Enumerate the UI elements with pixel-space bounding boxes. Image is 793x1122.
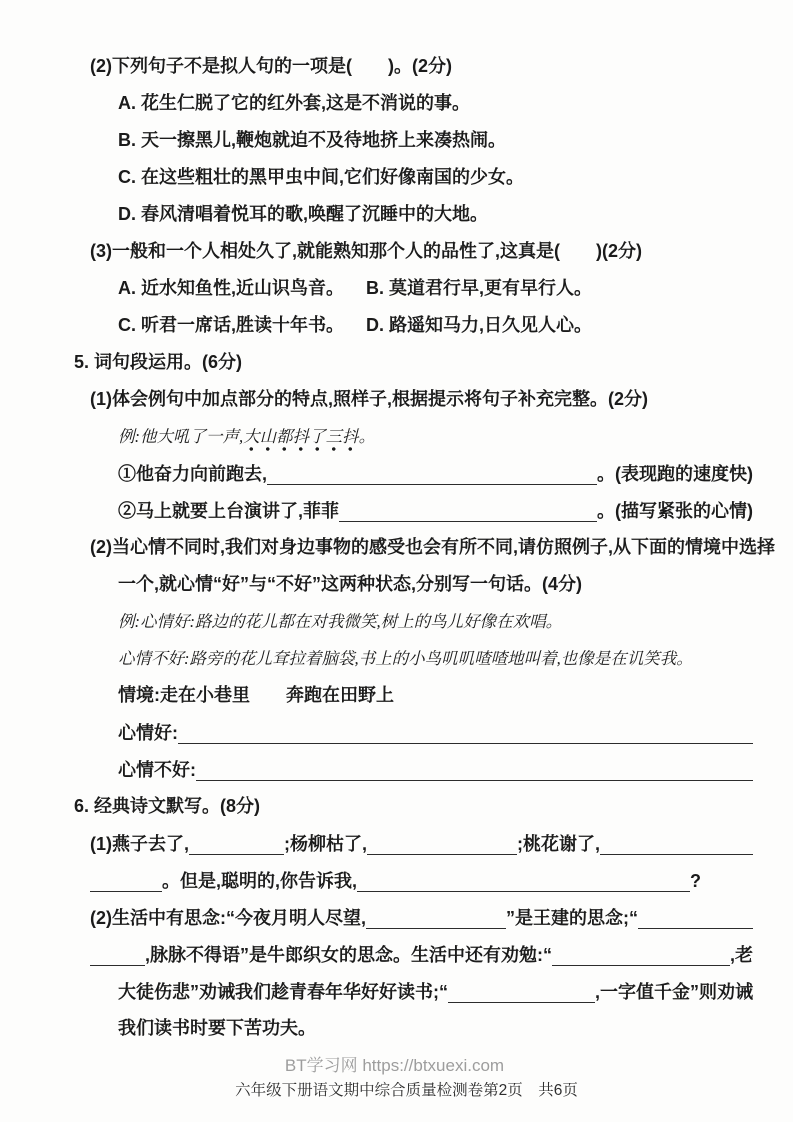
- q5-1-stem-text: (1)体会例句中加点部分的特点,照样子,根据提示将句子补充完整。(2分): [90, 389, 648, 409]
- q5-2-answer-bad: [60, 751, 753, 788]
- q6-2-seg-1: (2)生活中有思念:“今夜月明人尽望,: [90, 908, 366, 928]
- q5-1-fill-1-prefix: ①他奋力向前跑去,: [118, 464, 268, 484]
- q6-2-line-3: [60, 973, 753, 1010]
- q5-2-scenarios-text: 情境:走在小巷里 奔跑在田野上: [118, 685, 394, 705]
- q2-option-d: [60, 196, 753, 233]
- q5-1-example-dotted-text: 大山都抖了三抖: [243, 427, 359, 451]
- q3-option-c-text: C. 听君一席话,胜读十年书。: [118, 315, 345, 335]
- q3-option-b-text: B. 莫道君行早,更有早行人。: [366, 278, 593, 298]
- q6-2-seg-3: ,脉脉不得语”是牛郎织女的思念。生活中还有劝勉:“: [145, 945, 552, 965]
- q5-1-example-period: 。: [358, 427, 376, 446]
- q5-2-good-label: 心情好:: [118, 723, 178, 743]
- q5-2-stem-line-2-text: 一个,就心情“好”与“不好”这两种状态,分别写一句话。(4分): [118, 574, 582, 594]
- q5-1-fill-1-hint: 。(表现跑的速度快): [597, 464, 753, 484]
- answer-blank: [90, 939, 145, 966]
- q3-stem-text: (3)一般和一个人相处久了,就能熟知那个人的品性了,这真是( )(2分): [90, 241, 642, 261]
- q5-2-stem-line-1-text: (2)当心情不同时,我们对身边事物的感受也会有所不同,请仿照例子,从下面的情境中选择: [90, 537, 775, 557]
- answer-blank: [196, 754, 753, 781]
- q6-1-seg-5: ?: [690, 871, 701, 891]
- q5-title: [60, 344, 753, 381]
- q6-title-text: 6. 经典诗文默写。(8分): [74, 796, 261, 816]
- q6-2-seg-7: 我们读书时要下苦功夫。: [118, 1018, 316, 1038]
- q5-1-fill-2: [60, 492, 753, 529]
- q3-option-a-text: A. 近水知鱼性,近山识鸟音。: [118, 278, 345, 298]
- answer-blank: [367, 828, 517, 855]
- q5-2-answer-good: [60, 714, 753, 751]
- q6-1-line-2: [60, 862, 753, 899]
- q3-options-row-2: [60, 307, 753, 344]
- q5-1-fill-1: [60, 455, 753, 492]
- q6-2-line-1: [60, 899, 753, 936]
- answer-blank: [600, 828, 753, 855]
- watermark: BT学习网 https://btxuexi.com: [284, 1056, 505, 1075]
- q6-1-seg-4: 。但是,聪明的,你告诉我,: [162, 871, 358, 891]
- answer-blank: [267, 458, 597, 485]
- q6-2-seg-4: ,老: [729, 945, 753, 965]
- answer-blank: [638, 902, 753, 929]
- q6-1-seg-1: (1)燕子去了,: [90, 834, 189, 854]
- q2-stem: [60, 48, 753, 85]
- q5-2-example-bad-text: 心情不好:路旁的花儿耷拉着脑袋,书上的小鸟叽叽喳喳地叫着,也像是在讥笑我。: [118, 649, 693, 668]
- answer-blank: [357, 865, 690, 892]
- q3-stem: [60, 233, 753, 270]
- q6-2-line-4: [60, 1010, 753, 1047]
- q5-1-example: [60, 418, 753, 455]
- q5-2-stem-line-1: [60, 529, 775, 566]
- q5-1-fill-2-hint: 。(描写紧张的心情): [597, 501, 753, 521]
- q6-2-seg-5: 大徒伤悲”劝诫我们趁青春年华好好读书;“: [118, 982, 448, 1002]
- q5-2-bad-label: 心情不好:: [118, 760, 196, 780]
- q5-1-example-prefix: 例:他大吼了一声,: [118, 427, 244, 446]
- answer-blank: [366, 902, 506, 929]
- q2-option-a: [60, 85, 753, 122]
- answer-blank: [448, 976, 595, 1003]
- q3-options-row-1: [60, 270, 753, 307]
- q6-1-seg-3: ;桃花谢了,: [517, 834, 600, 854]
- q5-2-example-bad: [60, 640, 753, 677]
- q6-2-line-2: [60, 936, 753, 973]
- answer-blank: [339, 495, 597, 522]
- q5-title-text: 5. 词句段运用。(6分): [74, 352, 243, 372]
- answer-blank: [189, 828, 284, 855]
- q2-option-a-text: A. 花生仁脱了它的红外套,这是不消说的事。: [118, 93, 471, 113]
- q5-1-stem: [60, 381, 753, 418]
- answer-blank: [552, 939, 730, 966]
- q2-stem-text: (2)下列句子不是拟人句的一项是( )。(2分): [90, 56, 452, 76]
- answer-blank: [178, 717, 753, 744]
- q5-2-example-good: [60, 603, 753, 640]
- q2-option-c-text: C. 在这些粗壮的黑甲虫中间,它们好像南国的少女。: [118, 167, 524, 187]
- q6-2-seg-2: ”是王建的思念;“: [506, 908, 638, 928]
- q2-option-d-text: D. 春风清唱着悦耳的歌,唤醒了沉睡中的大地。: [118, 204, 488, 224]
- q5-2-scenarios: [60, 677, 753, 714]
- q5-1-fill-2-prefix: ②马上就要上台演讲了,菲菲: [118, 501, 339, 521]
- q5-2-stem-line-2: [60, 566, 753, 603]
- q6-2-seg-6: ,一字值千金”则劝诫: [594, 982, 753, 1002]
- q5-2-example-good-text: 例:心情好:路边的花儿都在对我微笑,树上的鸟儿好像在欢唱。: [118, 612, 563, 631]
- answer-blank: [90, 865, 162, 892]
- q6-title: [60, 788, 753, 825]
- q3-option-d-text: D. 路遥知马力,日久见人心。: [366, 315, 593, 335]
- page-footer: 六年级下册语文期中综合质量检测卷第2页 共6页: [235, 1082, 578, 1099]
- q2-option-b-text: B. 天一擦黑儿,鞭炮就迫不及待地挤上来凑热闹。: [118, 130, 506, 150]
- q6-1-seg-2: ;杨柳枯了,: [284, 834, 367, 854]
- q6-1-line-1: [60, 825, 753, 862]
- q2-option-c: [60, 159, 753, 196]
- q2-option-b: [60, 122, 753, 159]
